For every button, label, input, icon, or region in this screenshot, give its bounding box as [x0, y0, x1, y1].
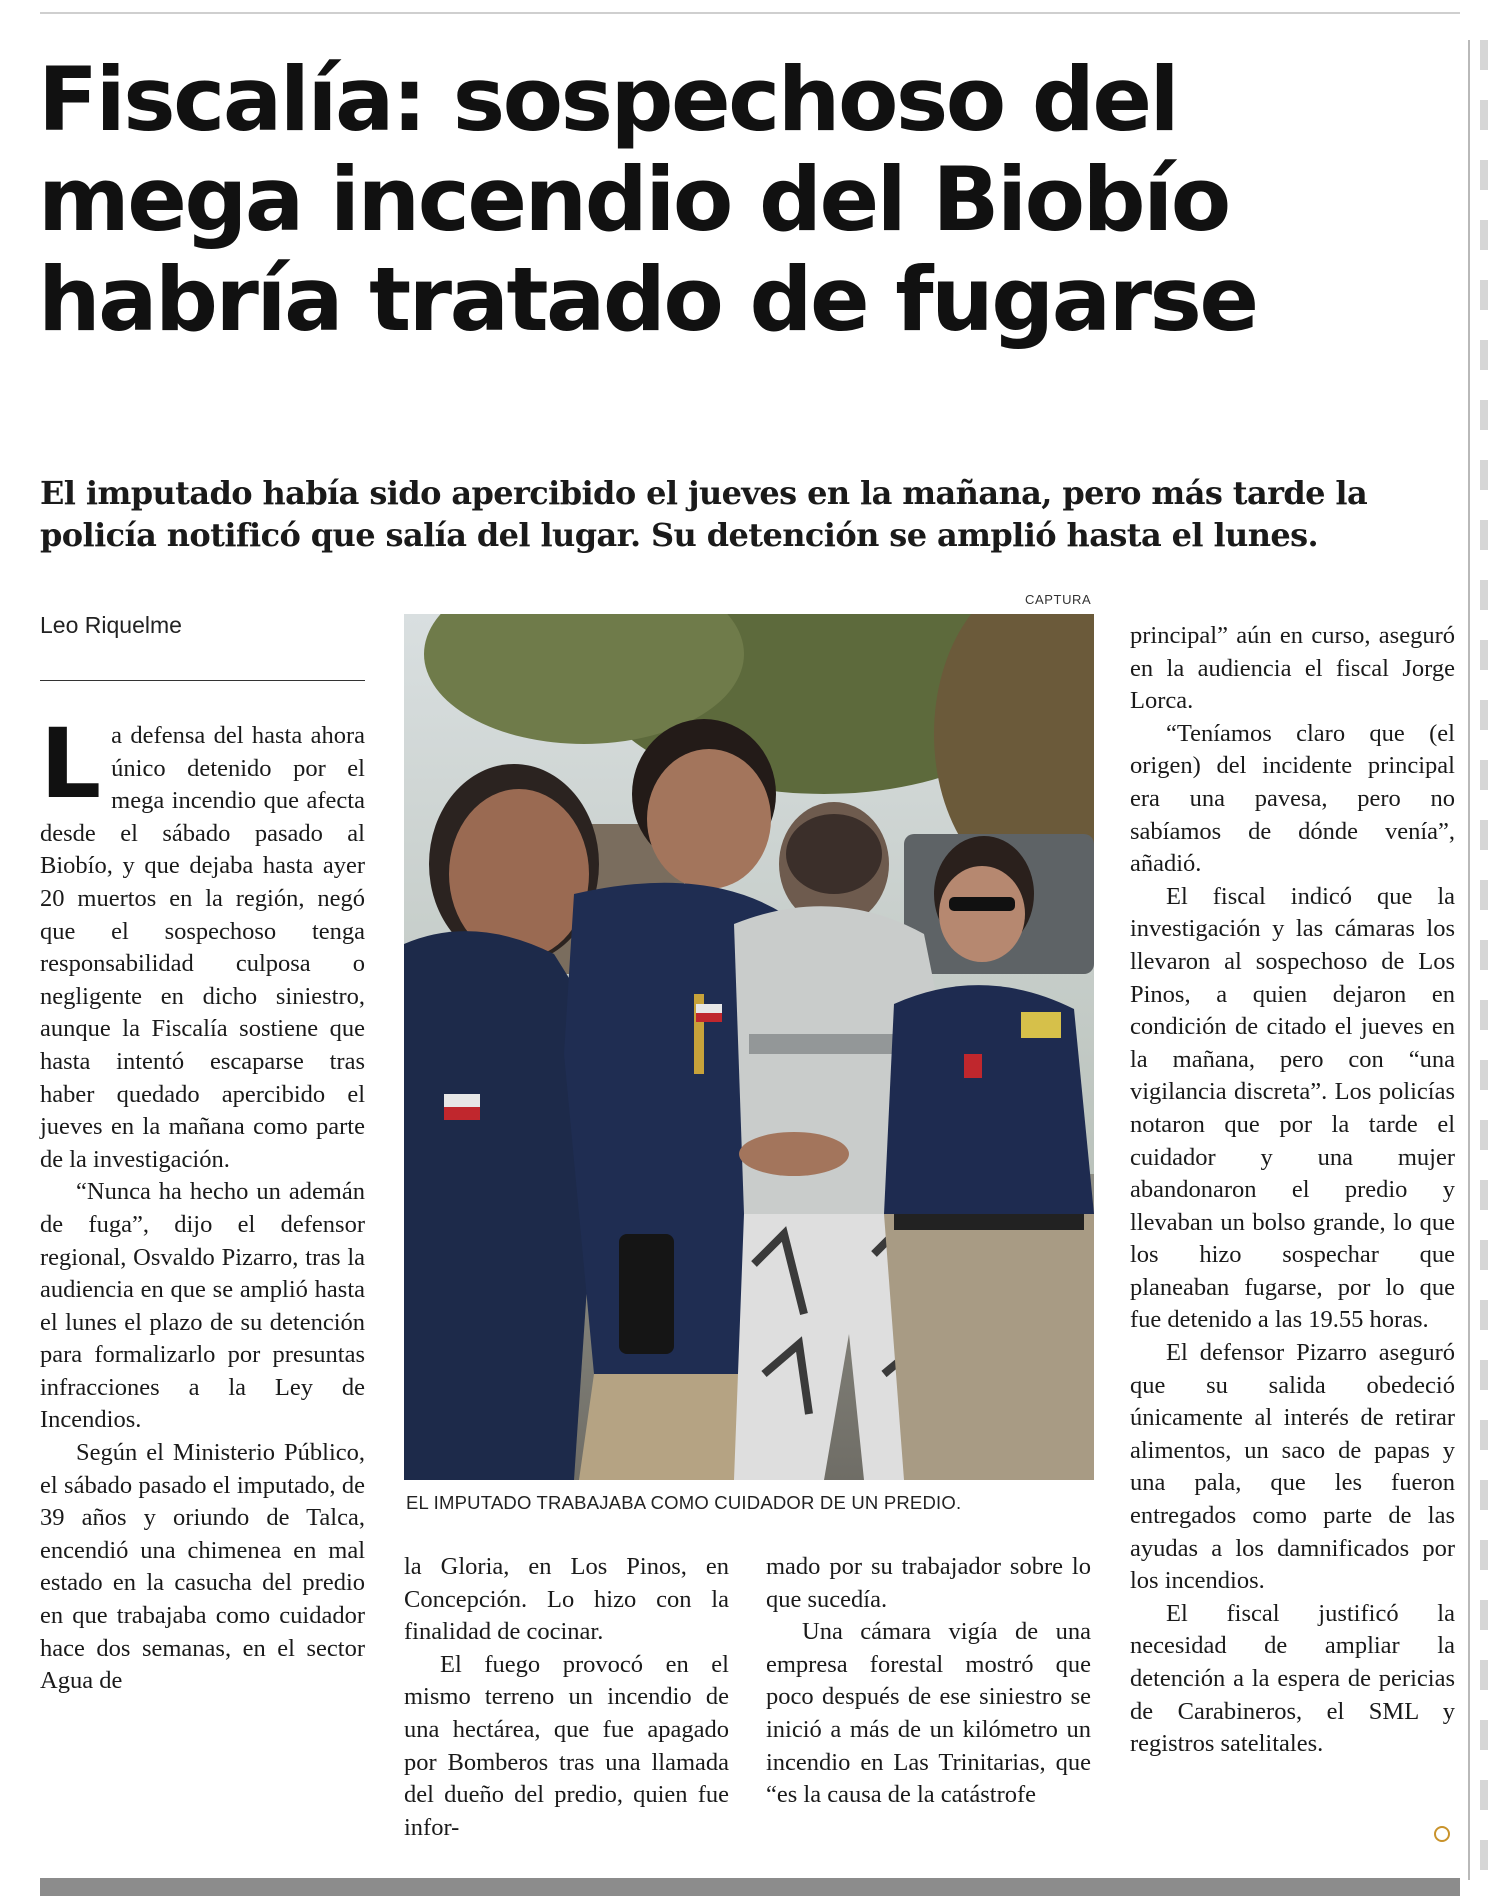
- photo-credit: CAPTURA: [1025, 592, 1092, 607]
- body-paragraph: Una cámara vigía de una empresa forestal mostró que poco después de ese siniestro se inició a más de un kilómetro un incendio en Las Trinitarias, que “es la causa de la catástrofe: [766, 1618, 1091, 1809]
- body-paragraph: Según el Ministerio Público, el sábado pasado el imputado, de 39 años y oriundo de Talca, encendió una chimenea en mal estado en la casucha del predio en que trabajaba como cuidador hace dos semanas, en el sector Agua de: [40, 1439, 365, 1695]
- body-paragraph: principal” aún en curso, aseguró en la audiencia el fiscal Jorge Lorca.: [1130, 622, 1455, 715]
- body-paragraph: El fiscal indicó que la investigación y las cámaras los llevaron al sospechoso de Los Pinos, a quien dejaron en condición de citado el jueves en la mañana, pero con “una vigilancia discreta”. Los policías notaron que por la tarde el cuidador y una mujer abandonaron el predio y llevaban un bolso grande, lo que los hizo sospechar que planeaban fugarse, por lo que fue detenido a las 19.55 horas.: [1130, 882, 1455, 1334]
- article-end-icon: [1434, 1826, 1450, 1842]
- byline-rule: [40, 680, 365, 681]
- body-paragraph: El fuego provocó en el mismo terreno un incendio de una hectárea, que fue apagado por Bomberos tras una llamada del dueño del predio, quien fue infor-: [404, 1650, 729, 1841]
- column-divider-rule: [1468, 40, 1470, 1880]
- body-paragraph: “Nunca ha hecho un ademán de fuga”, dijo el defensor regional, Osvaldo Pizarro, tras la audiencia en que se amplió hasta el lunes el plazo de su detención para formalizarlo por presuntas infracciones a la Ley de Incendios.: [40, 1178, 365, 1434]
- body-paragraph: mado por su trabajador sobre lo que sucedía.: [766, 1553, 1091, 1613]
- news-photo: [404, 614, 1094, 1480]
- body-paragraph: La defensa del hasta ahora único detenido por el mega incendio que afecta desde el sábado pasado al Biobío, y que dejaba hasta ayer 20 muertos en la región, negó que el sospechoso tenga responsabilidad culposa o negligente en dicho siniestro, aunque la Fiscalía sostiene que hasta intentó escaparse tras haber quedado apercibido el jueves en la mañana como parte de la investigación.: [40, 708, 365, 1173]
- byline: Leo Riquelme: [40, 612, 182, 638]
- adjacent-page-edge: [1480, 40, 1488, 1880]
- top-rule: [40, 12, 1460, 14]
- drop-cap: L: [40, 708, 102, 820]
- bottom-bar: [40, 1878, 1460, 1896]
- headline: Fiscalía: sospechoso del mega incendio del Biobío habría tratado de fugarse: [38, 48, 1257, 351]
- body-column-4: [1130, 620, 1455, 1761]
- body-column-2: [404, 1551, 729, 1844]
- deck-subtitle: El imputado había sido apercibido el jueves en la mañana, pero más tarde la policía notificó que salía del lugar. Su detención se amplió hasta el lunes.: [40, 474, 1368, 554]
- body-column-3: [766, 1551, 1091, 1812]
- photo-caption: EL IMPUTADO TRABAJABA COMO CUIDADOR DE UN PREDIO.: [406, 1492, 962, 1513]
- body-paragraph: El fiscal justificó la necesidad de ampliar la detención a la espera de pericias de Carabineros, el SML y registros satelitales.: [1130, 1599, 1455, 1758]
- body-column-1: [40, 708, 365, 1698]
- body-paragraph: El defensor Pizarro aseguró que su salida obedeció únicamente al interés de retirar alimentos, un saco de papas y una pala, que les fueron entregados como parte de las ayudas a los damnificados por los incendios.: [1130, 1339, 1455, 1595]
- body-paragraph: “Teníamos claro que (el origen) del incidente principal era una pavesa, pero no sabíamos de dónde venía”, añadió.: [1130, 719, 1455, 878]
- body-paragraph: la Gloria, en Los Pinos, en Concepción. Lo hizo con la finalidad de cocinar.: [404, 1553, 729, 1646]
